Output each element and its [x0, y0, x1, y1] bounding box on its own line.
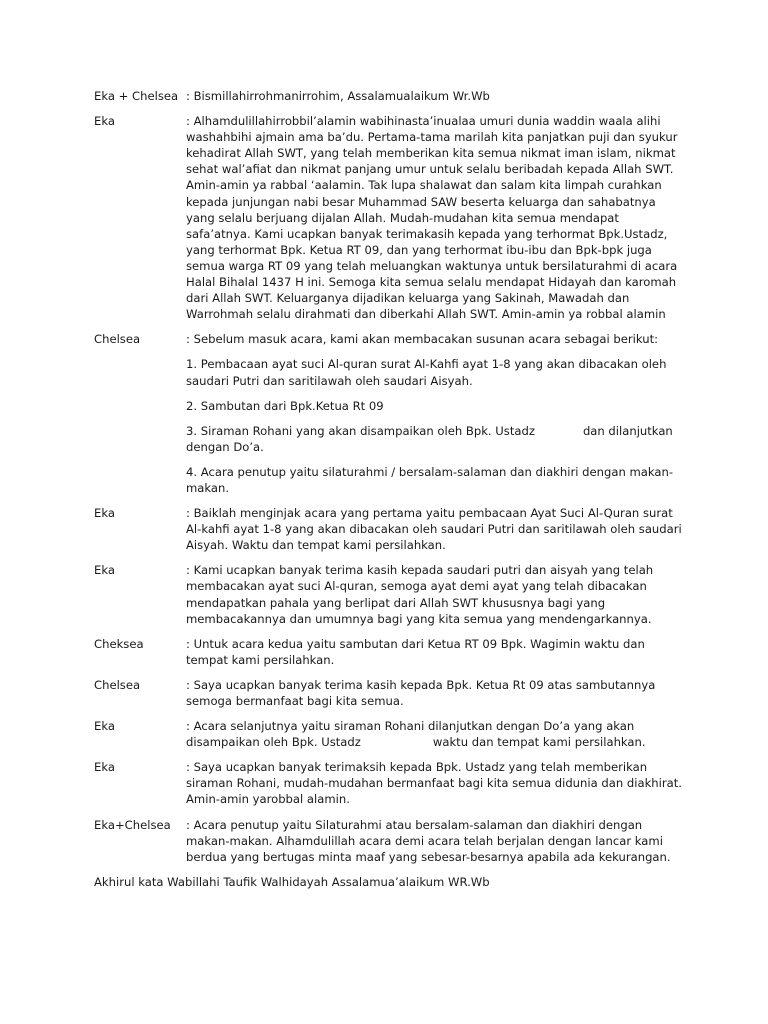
agenda-item: [186, 464, 694, 496]
dialogue-text: [186, 562, 694, 626]
text-line: Amin-amin ya rabbal ‘aalamin. Tak lupa shalawat dan salam kita limpah curahkan: [186, 178, 662, 193]
agenda-item: [186, 356, 694, 388]
text-line: dengan Do’a.: [186, 439, 264, 454]
dialogue-text: [186, 88, 694, 104]
text-line: yang terhormat Bpk. Ketua RT 09, dan yang terhormat ibu-ibu dan Bpk-bpk juga: [186, 242, 652, 257]
text-line: 1. Pembacaan ayat suci Al-quran surat Al-Kahfi ayat 1-8 yang akan dibacakan oleh: [186, 357, 667, 372]
dialogue-text: [186, 817, 694, 865]
dialogue-row: [94, 759, 694, 807]
speaker-name: Eka: [94, 563, 115, 578]
text-segment: dan dilanjutkan: [582, 423, 673, 438]
text-line-with-gap: [186, 734, 694, 750]
text-line: : Kami ucapkan banyak terima kasih kepada saudari putri dan aisyah yang telah: [186, 563, 654, 578]
speaker-name: Cheksea: [94, 636, 144, 651]
dialogue-text: [186, 505, 694, 553]
dialogue-row: [94, 817, 694, 865]
dialogue-text: [186, 636, 694, 668]
text-line: : Saya ucapkan banyak terima kasih kepada Bpk. Ketua Rt 09 atas sambutannya: [186, 677, 656, 692]
text-line: dari Allah SWT. Keluarganya dijadikan keluarga yang Sakinah, Mawadah dan: [186, 291, 630, 306]
speaker-name: Eka: [94, 114, 115, 129]
dialogue-row: [94, 562, 694, 626]
text-line: : Sebelum masuk acara, kami akan membacakan susunan acara sebagai berikut:: [186, 332, 659, 347]
text-line: semua warga RT 09 yang telah meluangkan waktunya untuk bersilaturahmi di acara: [186, 258, 678, 273]
text-line: 2. Sambutan dari Bpk.Ketua Rt 09: [186, 398, 384, 413]
text-line: makan-makan. Alhamdulillah acara demi acara telah berjalan dengan lancar kami: [186, 833, 663, 848]
speaker-name: Eka: [94, 719, 115, 734]
text-line: : Untuk acara kedua yaitu sambutan dari Ketua RT 09 Bpk. Wagimin waktu dan: [186, 636, 645, 651]
text-line: safa’atnya. Kami ucapkan banyak terimakasih kepada yang terhormat Bpk.Ustadz,: [186, 226, 668, 241]
text-line: Warrohmah selalu dirahmati dan diberkahi Allah SWT. Amin-amin ya robbal alamin: [186, 307, 666, 322]
text-line: Amin-amin yarobbal alamin.: [186, 792, 350, 807]
text-line: : Acara selanjutnya yaitu siraman Rohani dilanjutkan dengan Do’a yang akan: [186, 719, 635, 734]
speaker-name: Chelsea: [94, 332, 141, 347]
speaker-name: Eka+Chelsea: [94, 817, 171, 832]
dialogue-row: [94, 505, 694, 553]
text-line: : Bismillahirrohmanirrohim, Assalamualaikum Wr.Wb: [186, 89, 490, 103]
document-page: [94, 88, 694, 890]
text-line: berdua yang bertugas minta maaf yang sebesar-besarnya apabila ada kekurangan.: [186, 849, 671, 864]
text-line: membacakan ayat suci Al-quran, semoga ayat demi ayat yang telah dibacakan: [186, 579, 647, 594]
text-line: : Baiklah menginjak acara yang pertama yaitu pembacaan Ayat Suci Al-Quran surat: [186, 506, 673, 521]
text-segment: waktu dan tempat kami persilahkan.: [432, 735, 646, 750]
text-line: mendapatkan pahala yang berlipat dari Allah SWT khususnya bagi yang: [186, 595, 606, 610]
text-line: saudari Putri dan saritilawah oleh saudari Aisyah.: [186, 373, 473, 388]
dialogue-row: [94, 331, 694, 496]
dialogue-row: [94, 88, 694, 104]
dialogue-text: [186, 113, 694, 322]
speaker-name: Eka: [94, 760, 115, 775]
text-line: sehat wal’afiat dan nikmat panjang umur untuk selalu beribadah kepada Allah SWT.: [186, 162, 674, 177]
dialogue-text: [186, 718, 694, 750]
agenda-item: [186, 398, 694, 414]
text-line: : Acara penutup yaitu Silaturahmi atau bersalam-salaman dan diakhiri dengan: [186, 817, 643, 832]
text-line: yang selalu berjuang dijalan Allah. Mudah-mudahan kita semua mendapat: [186, 210, 619, 225]
speaker-name: Eka: [94, 506, 115, 521]
text-line: Al-kahfi ayat 1-8 yang akan dibacakan oleh saudari Putri dan saritilawah oleh saudari: [186, 522, 682, 537]
dialogue-text: [186, 677, 694, 709]
text-segment: disampaikan oleh Bpk. Ustadz: [186, 735, 361, 750]
closing-salutation: Akhirul kata Wabillahi Taufik Walhidayah Assalamua’alaikum WR.Wb: [94, 874, 490, 889]
text-line: kepada junjungan nabi besar Muhammad SAW beserta keluarga dan sahabatnya: [186, 194, 656, 209]
text-line: : Saya ucapkan banyak terimaksih kepada Bpk. Ustadz yang telah memberikan: [186, 760, 648, 775]
text-line: kehadirat Allah SWT, yang telah memberikan kita semua nikmat iman islam, nikmat: [186, 146, 676, 161]
text-line-with-gap: [186, 423, 694, 439]
text-line: Aisyah. Waktu dan tempat kami persilahkan.: [186, 538, 446, 553]
text-line: : Alhamdulillahirrobbil’alamin wabihinasta’inualaa umuri dunia waddin waala alihi: [186, 114, 661, 129]
dialogue-text: [186, 331, 694, 496]
dialogue-row: [94, 677, 694, 709]
text-segment: 3. Siraman Rohani yang akan disampaikan oleh Bpk. Ustadz: [186, 423, 535, 438]
text-line: 4. Acara penutup yaitu silaturahmi / bersalam-salaman dan diakhiri dengan makan-: [186, 464, 674, 479]
text-line: makan.: [186, 480, 230, 495]
dialogue-row: [94, 636, 694, 668]
dialogue-row: [94, 113, 694, 322]
speaker-name: Eka + Chelsea: [94, 89, 179, 103]
text-line: Halal Bihalal 1437 H ini. Semoga kita semua selalu mendapat Hidayah dan karomah: [186, 275, 677, 290]
text-line: siraman Rohani, mudah-mudahan bermanfaat bagi kita semua didunia dan diakhirat.: [186, 776, 682, 791]
text-line: tempat kami persilahkan.: [186, 652, 335, 667]
text-line: washahbihi ajmain ama ba’du. Pertama-tama marilah kita panjatkan puji dan syukur: [186, 130, 678, 145]
text-line: semoga bermanfaat bagi kita semua.: [186, 694, 404, 708]
agenda-item: [186, 423, 694, 455]
dialogue-text: [186, 759, 694, 807]
speaker-name: Chelsea: [94, 677, 141, 692]
dialogue-row: [94, 718, 694, 750]
text-line: membacakannya dan umumnya bagi yang kita semua yang mendengarkannya.: [186, 611, 652, 626]
